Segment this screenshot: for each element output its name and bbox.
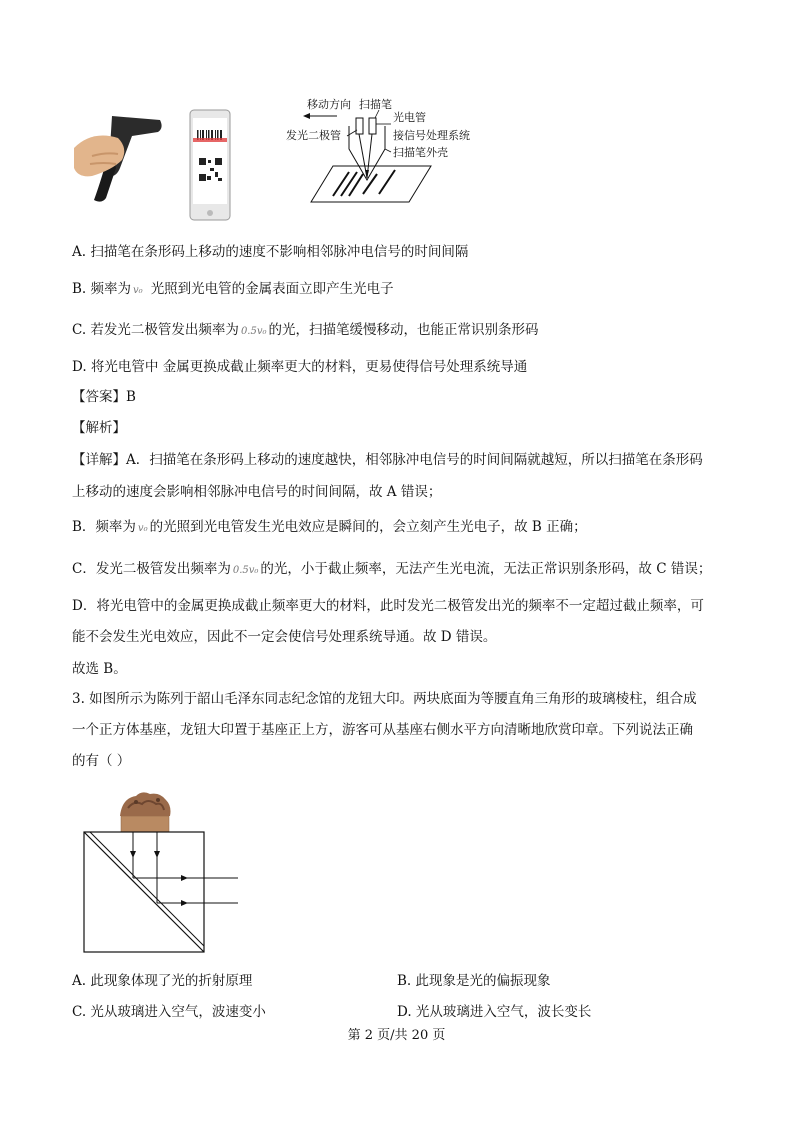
analysis-title-text: 【解析】 [72, 420, 126, 436]
analysis-line-5-text: D．将光电管中的金属更换成截止频率更大的材料，此时发光二极管发出光的频率不一定超过截止频率，可 [72, 598, 704, 614]
q3-option-a-text: A. 此现象体现了光的折射原理 [72, 973, 253, 989]
analysis-line-6 [72, 627, 496, 647]
phone-barcode-photo [188, 108, 233, 223]
seal-prism-diagram [76, 788, 246, 958]
scanner-gun-photo [72, 108, 167, 208]
analysis-line-3-prefix: B．频率为 [72, 519, 136, 535]
q3-option-a [72, 971, 252, 991]
label-led: 发光二极管 [286, 129, 341, 142]
formula-v0-analysis: v₀ [137, 523, 148, 534]
q2-option-c-suffix: 的光，扫描笔缓慢移动，也能正常识别条形码 [268, 322, 539, 338]
label-phototube: 光电管 [393, 111, 426, 124]
q3-stem-line-2-text: 一个正方体基座，龙钮大印置于基座正上方，游客可从基座右侧水平方向清晰地欣赏印章。下列说法正确 [72, 722, 693, 738]
analysis-line-3-suffix: 的光照到光电管发生光电效应是瞬间的，会立刻产生光电子，故 B 正确； [149, 519, 587, 535]
analysis-line-4-suffix: 的光，小于截止频率，无法产生光电流，无法正常识别条形码，故 C 错误； [260, 561, 712, 577]
label-scan-pen: 扫描笔 [359, 98, 392, 111]
q2-option-d-text: D. 将光电管中 金属更换成截止频率更大的材料，更易使得信号处理系统导通 [72, 359, 528, 375]
analysis-line-4 [72, 559, 711, 581]
formula-half-v0-analysis: 0.5v₀ [232, 565, 259, 576]
q2-option-c [72, 320, 539, 342]
q3-stem-line-1-text: 3. 如图所示为陈列于韶山毛泽东同志纪念馆的龙钮大印。两块底面为等腰直角三角形的玻璃棱柱，组合成 [72, 691, 697, 707]
analysis-line-7-text: 故选 B。 [72, 661, 127, 677]
label-signal-system: 接信号处理系统 [393, 129, 470, 142]
page-number-text: 第 2 页/共 20 页 [347, 1028, 446, 1043]
formula-v0: v₀ [133, 285, 143, 296]
q2-option-d [72, 357, 527, 377]
analysis-line-5 [72, 596, 704, 616]
analysis-line-1-text: 【详解】A．扫描笔在条形码上移动的速度越快，相邻脉冲电信号的时间间隔就越短，所以扫描笔在条形码 [72, 452, 703, 468]
label-pen-shell: 扫描笔外壳 [393, 146, 448, 159]
q2-option-b-prefix: B. 频率为 [72, 281, 132, 297]
q3-stem-line-2 [72, 720, 693, 740]
answer-text: 【答案】B [72, 389, 136, 405]
answer [72, 387, 136, 407]
q3-option-c-text: C. 光从玻璃进入空气，波速变小 [72, 1004, 266, 1020]
q3-option-b-text: B. 此现象是光的偏振现象 [397, 973, 551, 989]
analysis-line-7 [72, 659, 127, 679]
q3-option-d [397, 1002, 591, 1022]
dragon-seal-photo [120, 792, 171, 832]
analysis-line-3 [72, 517, 587, 539]
q2-option-b [72, 279, 394, 301]
analysis-line-4-prefix: C．发光二极管发出频率为 [72, 561, 231, 577]
scan-pen-diagram [283, 94, 483, 209]
q2-option-b-suffix: 光照到光电管的金属表面立即产生光电子 [150, 281, 394, 297]
q2-option-a [72, 242, 468, 262]
analysis-line-6-text: 能不会发生光电效应，因此不一定会使信号处理系统导通。故 D 错误。 [72, 629, 497, 645]
page-footer [0, 1027, 793, 1045]
q2-option-a-text: A. 扫描笔在条形码上移动的速度不影响相邻脉冲电信号的时间间隔 [72, 244, 469, 260]
q3-stem-line-3-text: 的有（ ） [72, 753, 131, 769]
analysis-line-1 [72, 450, 703, 470]
q3-stem-line-3 [72, 751, 130, 771]
q3-option-c [72, 1002, 266, 1022]
analysis-line-2 [72, 482, 441, 502]
formula-half-v0: 0.5v₀ [240, 326, 267, 337]
q3-option-b [397, 971, 551, 991]
q2-option-c-prefix: C. 若发光二极管发出频率为 [72, 322, 239, 338]
analysis-title [72, 418, 126, 438]
q3-stem-line-1 [72, 689, 697, 709]
analysis-line-2-text: 上移动的速度会影响相邻脉冲电信号的时间间隔，故 A 错误； [72, 484, 442, 500]
label-move-direction: 移动方向 [307, 98, 351, 111]
q3-option-d-text: D. 光从玻璃进入空气，波长变长 [397, 1004, 592, 1020]
